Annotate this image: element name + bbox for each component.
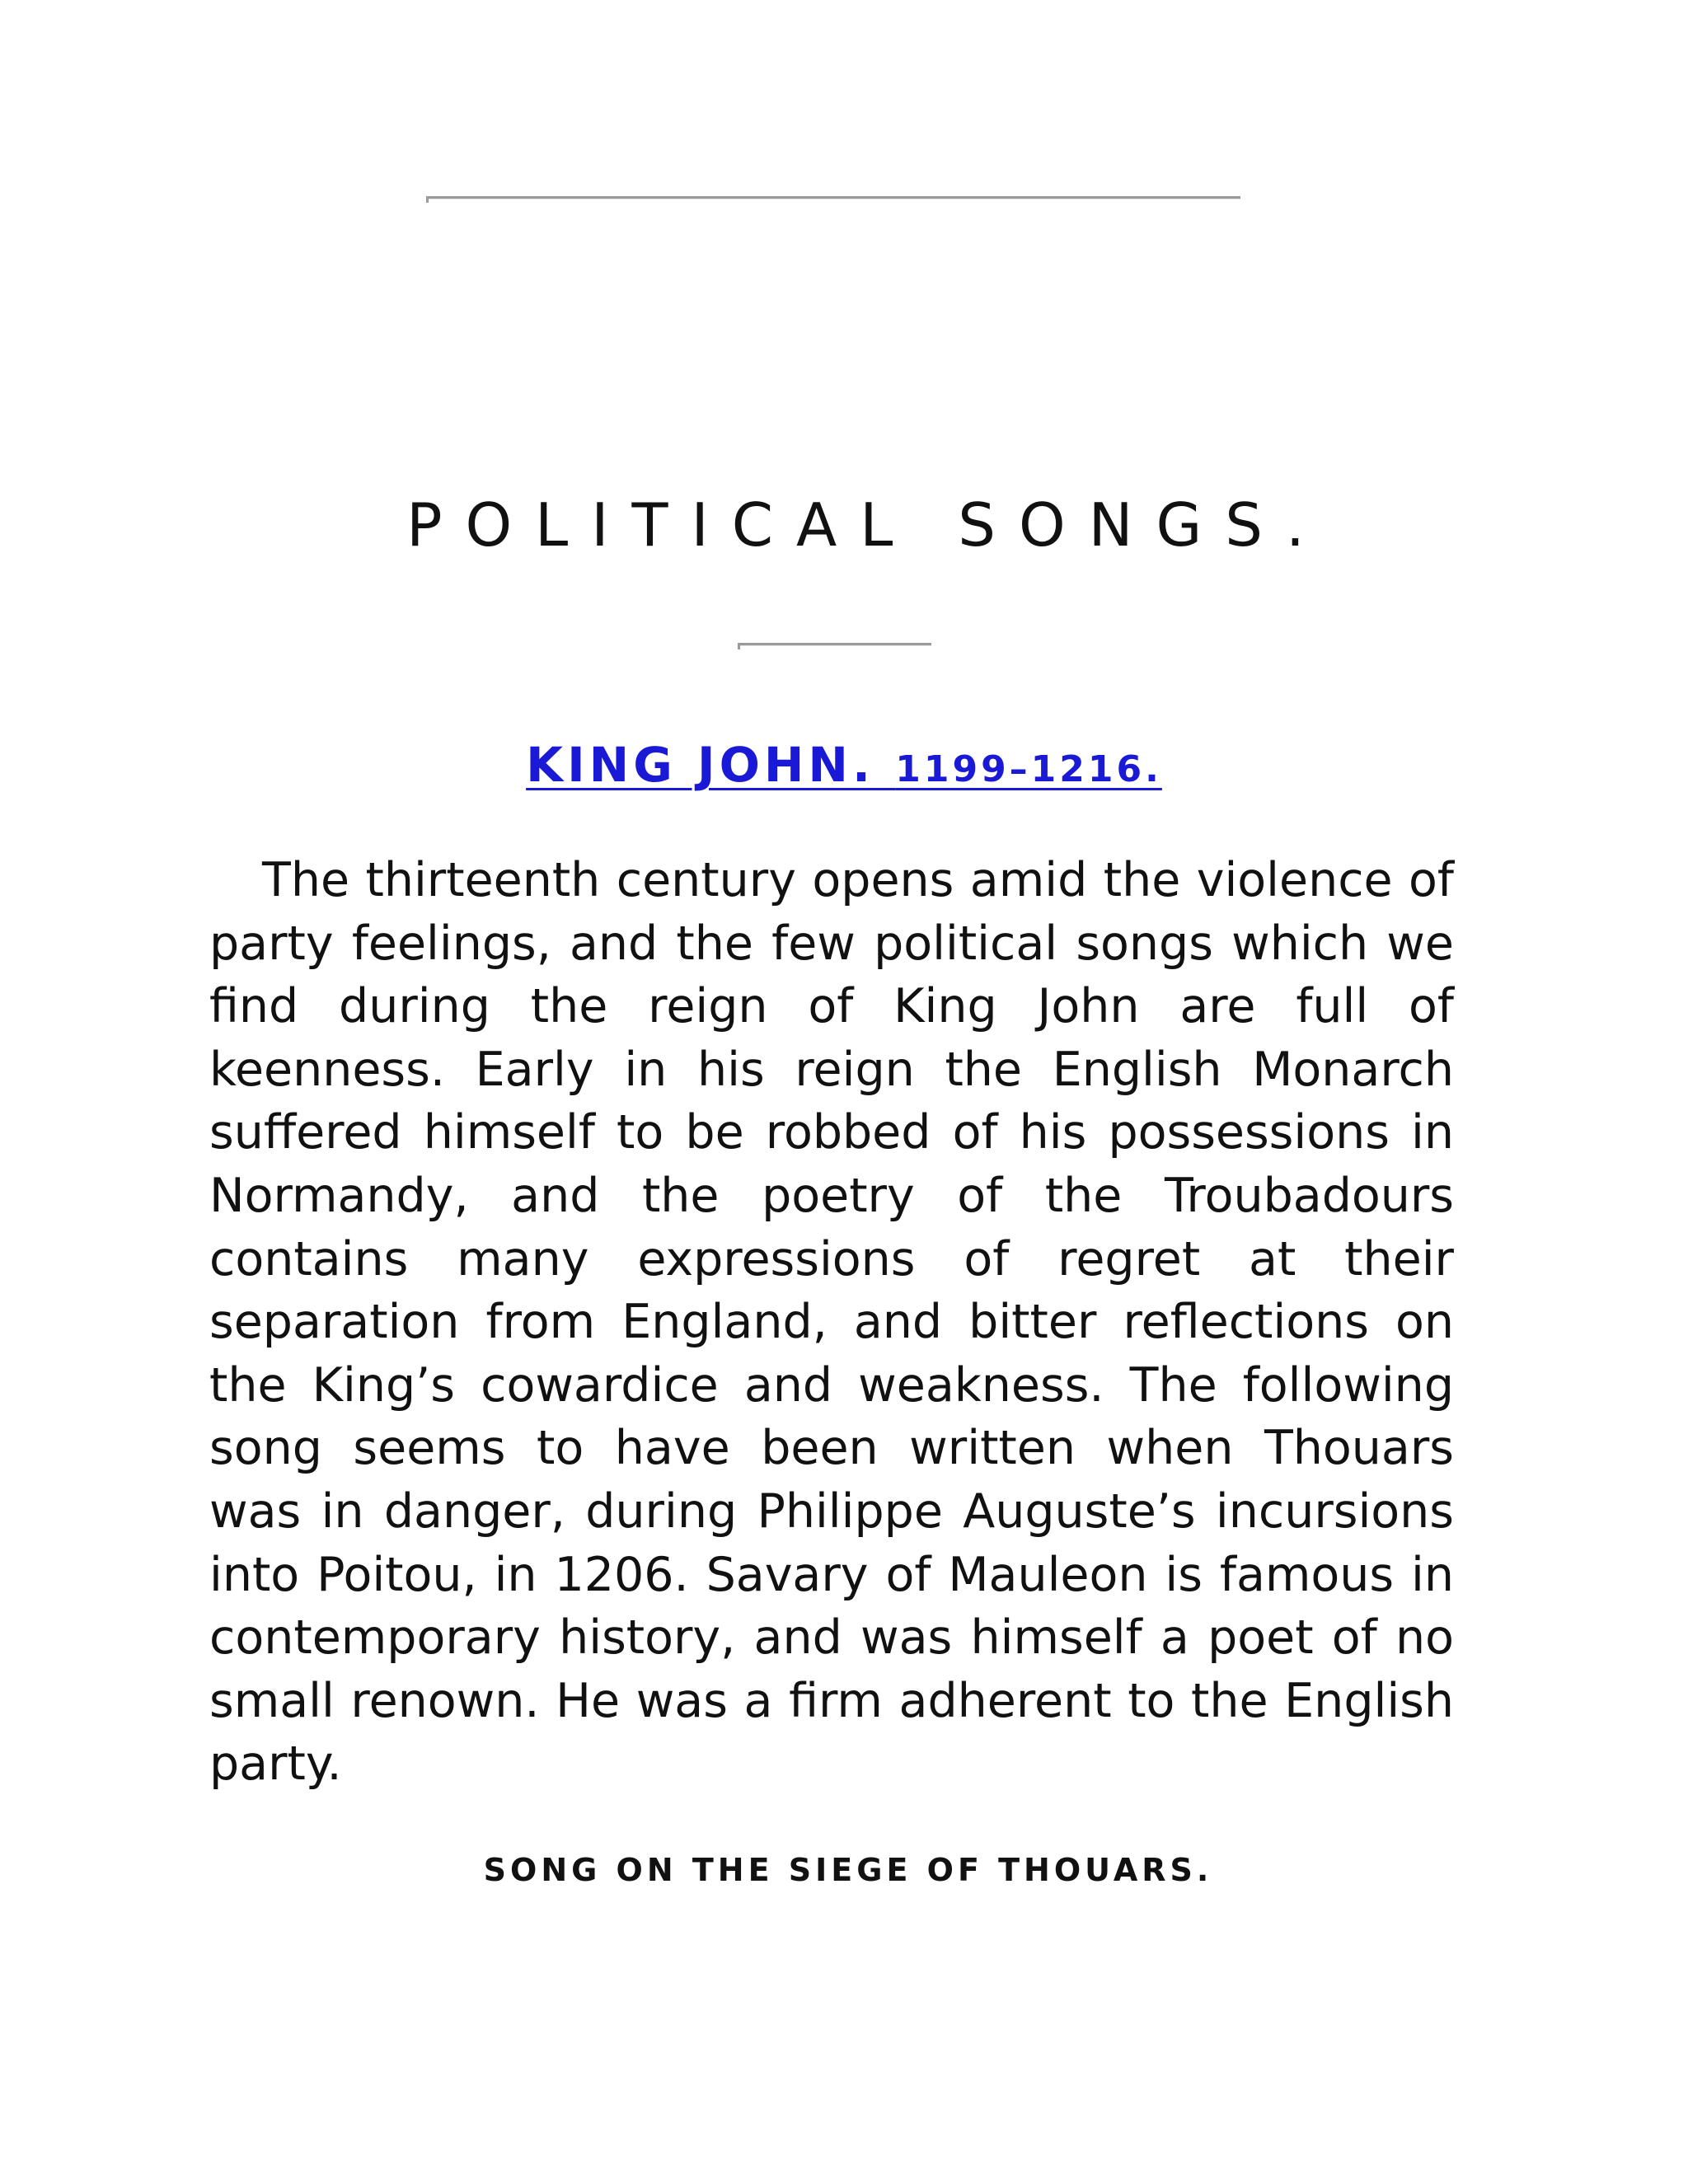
section-heading-link[interactable]: [526, 737, 1162, 793]
section-title-text: KING JOHN.: [526, 737, 875, 793]
top-divider: [429, 196, 1240, 199]
section-heading: [0, 732, 1688, 808]
section-dates: 1199–1216.: [895, 748, 1162, 790]
body-paragraph: The thirteenth century opens amid the violence of party feelings, and the few political songs which we find during the reign of King John are full of keenness. Early in his reign the English Monarch suffered himself to be robbed of his possessions in Normandy, and the poetry of the Troubadours contains many expressions of regret at their separation from England, and bitter reflections on the King’s cowardice and weakness. The following song seems to have been written when Thouars was in danger, during Philippe Auguste’s incursions into Poitou, in 1206. Savary of Mauleon is famous in contemporary history, and was himself a poet of no small renown. He was a firm adherent to the English party.: [209, 853, 1454, 1792]
title-divider: [740, 643, 931, 646]
song-title: SONG ON THE SIEGE OF THOUARS.: [483, 1852, 1213, 1888]
page-title: POLITICAL SONGS.: [406, 490, 1328, 560]
